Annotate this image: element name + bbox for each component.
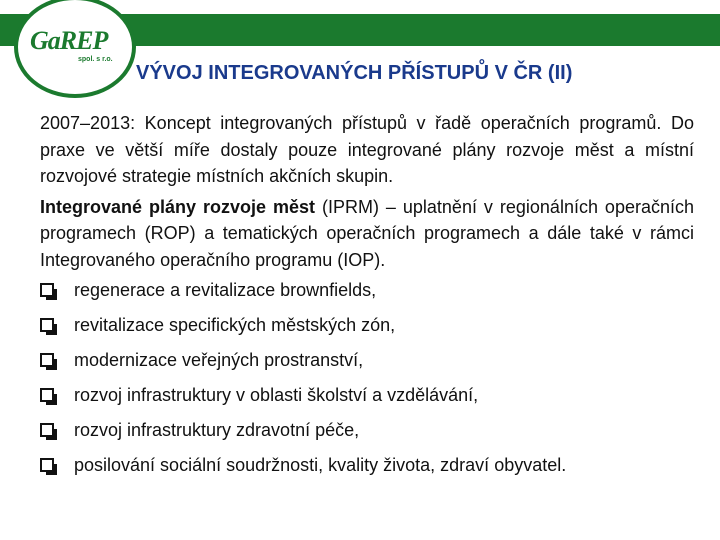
checkbox-bullet-icon [40,353,54,367]
paragraph-iprm-bold: Integrované plány rozvoje měst [40,196,315,217]
bullet-list [40,277,694,478]
list-item [40,312,694,338]
logo-text: GaREP [30,26,108,55]
list-item [40,417,694,443]
paragraph-period: 2007–2013: Koncept integrovaných přístupů v řadě operačních programů. Do praxe ve větší míře dostaly pouze integrované plány rozvoje měst a místní rozvojové strategie místních akčních skupin. [40,113,694,186]
slide-content [40,110,694,487]
logo-inner [30,26,118,66]
list-item-text: modernizace veřejných prostranství, [74,350,364,370]
checkbox-bullet-icon [40,458,54,472]
paragraph-iprm-rest: (IPRM) – uplatnění v regionálních operačních programech (ROP) a tematických operačních programech a dále také v rámci Integrovaného operačního programu (IOP). [40,196,694,270]
company-logo [14,0,136,98]
checkbox-bullet-icon [40,388,54,402]
list-item-text: regenerace a revitalizace brownfields, [74,280,377,300]
list-item [40,452,694,478]
logo-subtext: spol. s r.o. [78,56,113,63]
checkbox-bullet-icon [40,318,54,332]
list-item-text: rozvoj infrastruktury zdravotní péče, [74,420,360,440]
list-item [40,347,694,373]
checkbox-bullet-icon [40,283,54,297]
list-item [40,277,694,303]
list-item-text: rozvoj infrastruktury v oblasti školství a vzdělávání, [74,385,479,405]
list-item [40,382,694,408]
list-item-text: revitalizace specifických městských zón, [74,315,396,335]
list-item-text: posilování sociální soudržnosti, kvality života, zdraví obyvatel. [74,455,567,475]
paragraph-iprm [40,194,694,274]
checkbox-bullet-icon [40,423,54,437]
slide-title: VÝVOJ INTEGROVANÝCH PŘÍSTUPŮ V ČR (II) [136,62,573,84]
